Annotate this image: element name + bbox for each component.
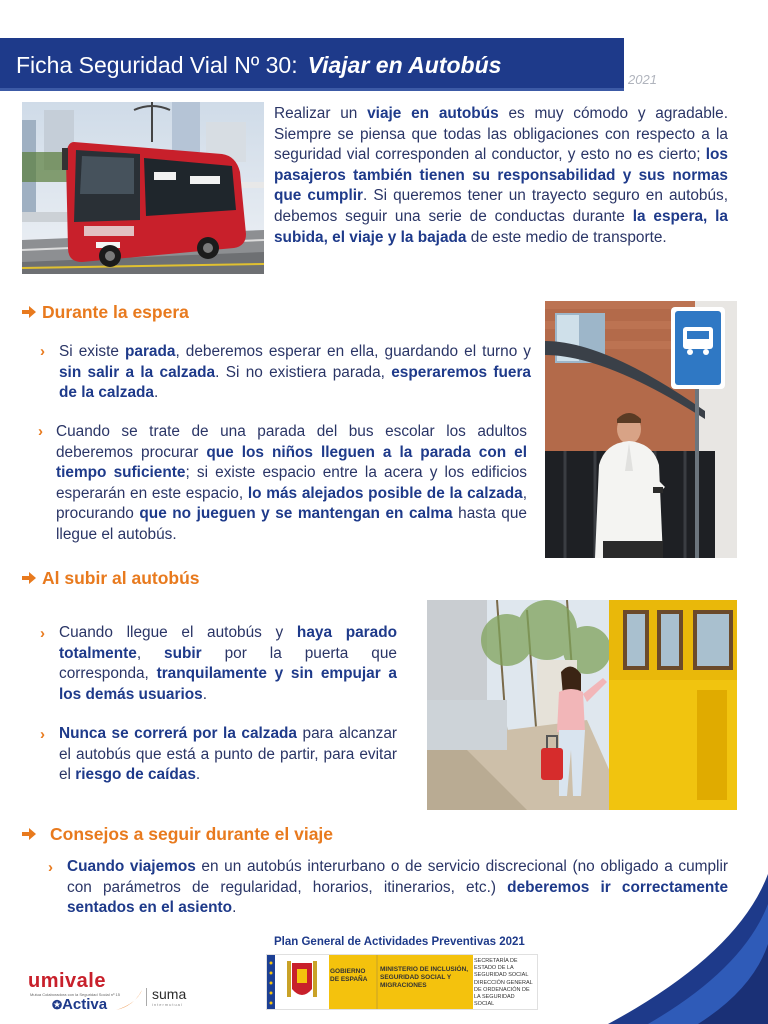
corner-wave-decoration	[568, 874, 768, 1024]
header-underline	[0, 88, 624, 91]
suma-wordmark: suma	[152, 986, 187, 1002]
intro-text-4: de este medio de transporte.	[466, 228, 667, 246]
bus-stop-photo	[545, 301, 737, 558]
bullet-subir-2	[59, 724, 397, 786]
bold: Nunca se correrá por la calzada	[59, 725, 297, 742]
activa-wordmark	[52, 996, 107, 1013]
bold: que los niños lleguen a la parada con el tiempo suficiente	[56, 443, 527, 482]
text: . Si no existiera parada,	[215, 363, 392, 381]
intro-text-1: Realizar un	[274, 105, 368, 122]
year-label: 2021	[628, 72, 657, 87]
suma-subtitle: intermutual	[152, 1002, 183, 1007]
bullet-espera-2	[56, 422, 527, 546]
bold: esperaremos fuera de la calzada	[59, 363, 531, 402]
umivale-subtitle: Mutua Colaboradora con la Seguridad Social nº 15	[30, 992, 120, 997]
intro-bold-3: la espera, la subida, el viaje y la bajada	[274, 207, 728, 246]
section-heading-espera	[22, 302, 189, 323]
intro-paragraph	[274, 104, 728, 248]
bold: subir	[164, 644, 202, 662]
text: en un autobús interurbano o de servicio discrecional (no obligado a cumplir con parámetros de regularidad, horarios, itinerarios, etc.)	[67, 858, 728, 896]
bullet-espera-1	[59, 342, 531, 404]
text: .	[232, 899, 237, 917]
section-heading-subir	[22, 568, 200, 589]
chevron-right-icon: ›	[40, 343, 45, 360]
text: por la puerta que corresponda,	[59, 644, 397, 683]
bold: parada	[124, 343, 176, 360]
text: ; si existe espacio entre la acera y los edificios esperarán en este espacio,	[56, 464, 527, 502]
arrow-right-icon	[22, 827, 36, 841]
text: .	[202, 685, 207, 703]
activa-text: Activa	[62, 996, 108, 1013]
text: .	[153, 384, 159, 402]
text: Cuando llegue el autobús y	[59, 624, 297, 641]
gobierno-label: GOBIERNO DE ESPAÑA	[330, 968, 368, 983]
intro-text-2: es muy cómodo y agradable. Siempre se piensa que todas las obligaciones con respecto a la seguridad vial corresponden al conductor, y esto no es cierto;	[274, 105, 729, 164]
direccion-label: DIRECCIÓN GENERAL DE ORDENACIÓN DE LA SEGURIDAD SOCIAL	[474, 980, 533, 1007]
chevron-right-icon: ›	[40, 625, 45, 642]
chevron-right-icon: ›	[38, 423, 43, 440]
ministerio-label: MINISTERIO DE INCLUSIÓN, SEGURIDAD SOCIAL Y MIGRACIONES	[380, 966, 469, 989]
chevron-right-icon: ›	[48, 859, 53, 876]
bold: deberemos ir correctamente sentados en el asiento	[67, 878, 728, 917]
text: Cuando se trate de una parada del bus escolar los adultos deberemos procurar	[56, 423, 527, 461]
chevron-right-icon: ›	[40, 726, 45, 743]
text: , deberemos esperar en ella, guardando el turno y	[175, 343, 531, 360]
divider	[146, 988, 147, 1006]
bold: lo más alejados posible de la calzada	[247, 484, 523, 502]
bold: Cuando viajemos	[67, 858, 196, 875]
text: .	[195, 766, 201, 784]
section-title-subir: Al subir al autobús	[42, 568, 200, 588]
text: Si existe	[59, 343, 125, 360]
plan-title: Plan General de Actividades Preventivas 2021	[274, 936, 525, 948]
arrow-right-icon	[22, 305, 36, 319]
title-part1: Ficha Seguridad Vial Nº 30:	[16, 52, 298, 78]
tram-photo	[427, 600, 737, 810]
bold: sin salir a la calzada	[59, 363, 216, 381]
activa-icon: ✪	[52, 998, 63, 1012]
bold: haya parado totalmente	[59, 624, 398, 662]
suma-logo	[146, 986, 206, 1010]
text: hasta que llegue el autobús.	[56, 505, 527, 543]
intro-bold-2: los pasajeros también tienen su responsabilidad y sus normas que cumplir	[274, 146, 728, 205]
umivale-wordmark: umivale	[28, 970, 106, 992]
section-heading-viaje	[22, 824, 333, 845]
text: ,	[136, 644, 165, 662]
text: , procurando	[56, 484, 527, 523]
swoosh-icon	[114, 988, 144, 1012]
section-title-viaje: Consejos a seguir durante el viaje	[50, 824, 334, 844]
bold: riesgo de caídas	[75, 766, 196, 784]
bold: tranquilamente y sin empujar a los demás usuarios	[59, 665, 397, 703]
intro-text-3: . Si queremos tener un trayecto seguro en autobús, debemos seguir una serie de conductas durante	[274, 187, 728, 225]
title-part2: Viajar en Autobús	[307, 52, 502, 78]
text: para alcanzar el autobús que está a punto de partir, para evitar el	[59, 725, 397, 784]
umivale-logo	[28, 970, 146, 1014]
arrow-right-icon	[22, 571, 36, 585]
section-title-espera: Durante la espera	[42, 302, 189, 322]
bold: que no jueguen y se mantengan en calma	[139, 505, 453, 523]
bus-photo	[22, 102, 264, 274]
secretaria-label: SECRETARÍA DE ESTADO DE LA SEGURIDAD SOCIAL	[474, 958, 529, 978]
intro-bold-1: viaje en autobús	[367, 105, 499, 122]
page-title	[16, 52, 501, 79]
bullet-subir-1	[59, 623, 397, 705]
